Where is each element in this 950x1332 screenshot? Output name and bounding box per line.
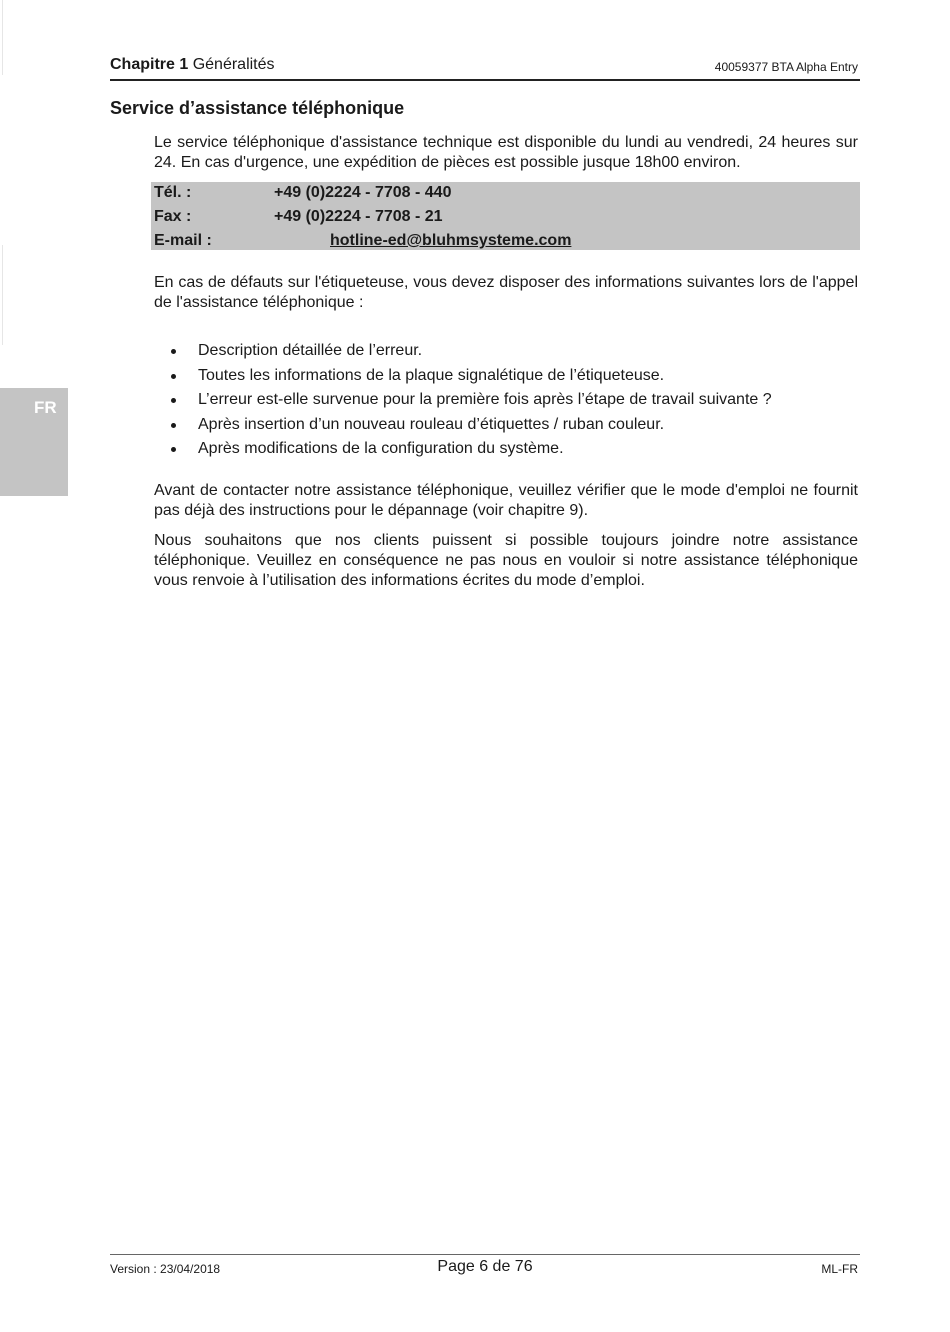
contact-box [151, 182, 860, 250]
email-link[interactable]: hotline-ed@bluhmsysteme.com [330, 232, 572, 249]
chapter-label: Chapitre 1 [110, 56, 189, 73]
bullet-icon [171, 349, 176, 354]
tel-label: Tél. : [154, 184, 192, 201]
list-item [154, 439, 858, 459]
section-title: Service d’assistance téléphonique [110, 98, 405, 118]
bullet-icon [171, 374, 176, 379]
page-edge-line [2, 0, 3, 75]
language-tab-label: FR [34, 398, 57, 417]
list-item [154, 390, 858, 410]
bullet-icon [171, 398, 176, 403]
page-header [110, 55, 860, 81]
check-manual-paragraph: Avant de contacter notre assistance téléphonique, veuillez vérifier que le mode d'emploi ne fournit pas déjà des instructions pour le dépannage (voir chapitre 9). [154, 482, 858, 519]
list-item [154, 415, 858, 435]
list-item-text: Après insertion d’un nouveau rouleau d’étiquettes / ruban couleur. [198, 415, 665, 433]
availability-paragraph: Nous souhaitons que nos clients puissent si possible toujours joindre notre assistance téléphonique. Veuillez en conséquence ne pas nous en vouloir si notre assistance téléphonique vous renvoie à l’utilisation des informations écrites du mode d’emploi. [154, 532, 858, 589]
contact-row-email [151, 230, 860, 254]
intro-paragraph: Le service téléphonique d'assistance technique est disponible du lundi au vendredi, 24 heures sur 24. En cas d'urgence, une expédition de pièces est possible jusque 18h00 environ. [154, 134, 858, 171]
list-item-text: L’erreur est-elle survenue pour la première fois après l’étape de travail suivante ? [198, 391, 772, 408]
contact-row-tel [151, 182, 860, 206]
bullet-icon [171, 423, 176, 428]
contact-row-fax [151, 206, 860, 230]
page-edge-line [2, 245, 3, 345]
list-item [154, 366, 858, 386]
fax-value: +49 (0)2224 - 7708 - 21 [274, 208, 443, 225]
bullet-icon [171, 447, 176, 452]
list-item [154, 341, 858, 361]
version-date: Version : 23/04/2018 [110, 1262, 221, 1276]
page-footer [110, 1254, 860, 1279]
list-item-text: Description détaillée de l’erreur. [198, 342, 423, 359]
chapter-title: Généralités [192, 56, 275, 73]
document-reference: 40059377 BTA Alpha Entry [714, 60, 858, 74]
section-content [154, 133, 858, 591]
fax-label: Fax : [154, 208, 192, 225]
list-item-text: Toutes les informations de la plaque signalétique de l’étiqueteuse. [198, 366, 665, 384]
page-number: Page 6 de 76 [437, 1258, 533, 1275]
chapter-heading [110, 56, 275, 74]
list-item-text: Après modifications de la configuration du système. [198, 440, 564, 457]
tel-value: +49 (0)2224 - 7708 - 440 [274, 184, 452, 201]
info-bullet-list [154, 341, 858, 459]
language-tab [0, 388, 68, 496]
email-label: E-mail : [154, 232, 212, 249]
language-code: ML-FR [821, 1262, 858, 1276]
defects-intro-paragraph: En cas de défauts sur l'étiqueteuse, vous devez disposer des informations suivantes lors de l'appel de l'assistance téléphonique : [154, 274, 858, 311]
